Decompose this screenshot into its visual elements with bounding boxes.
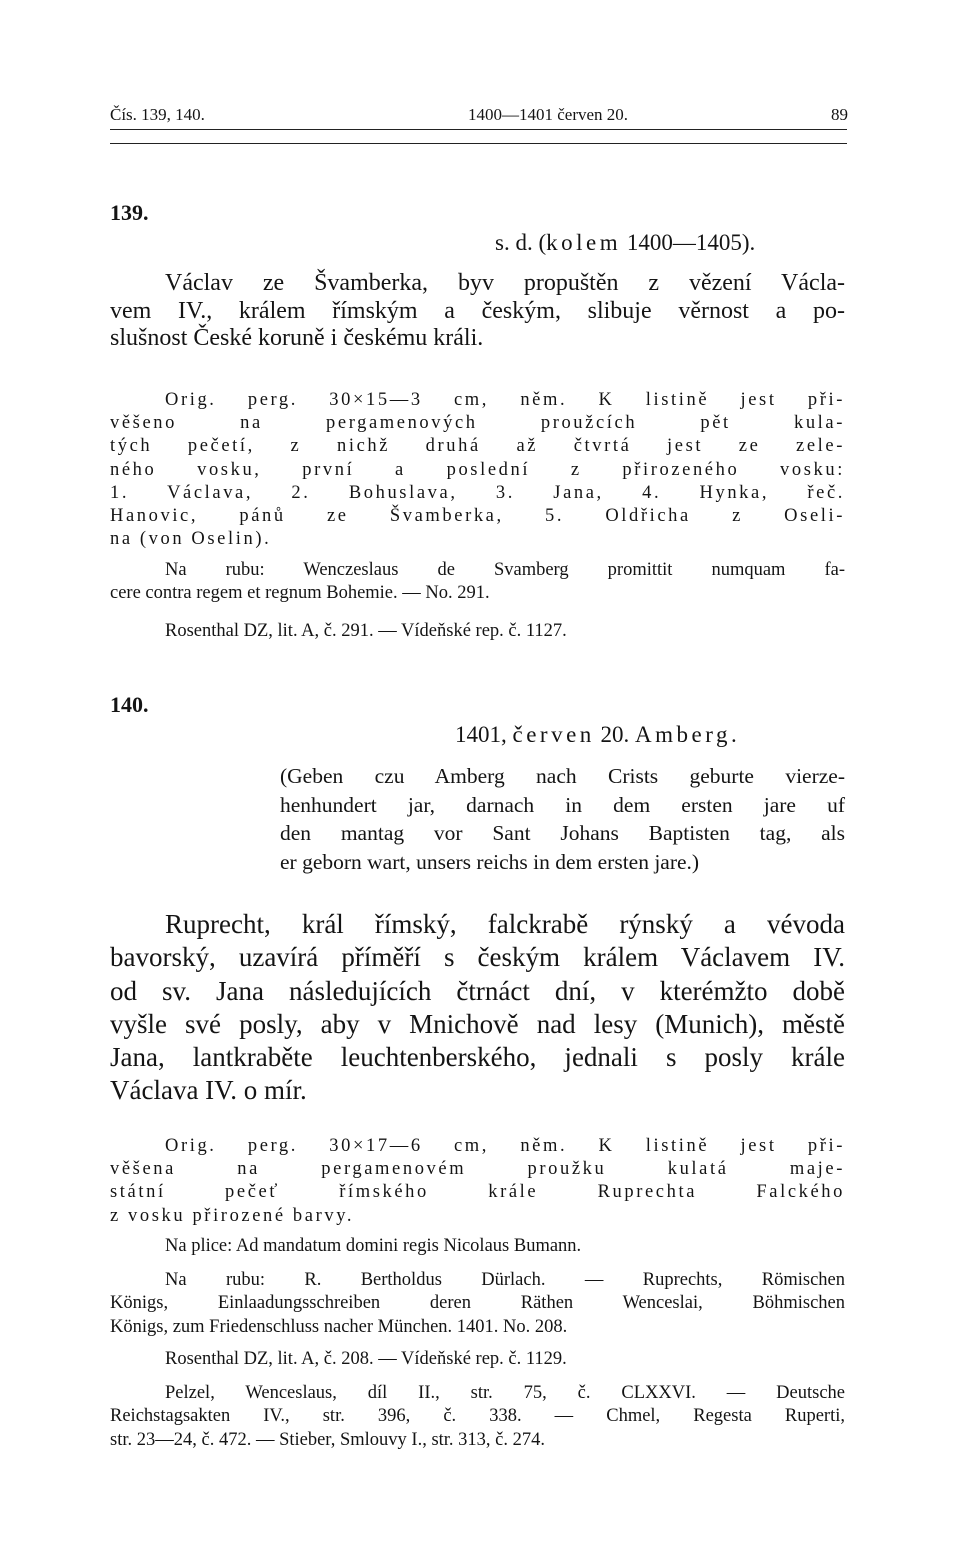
date-spaced-word: červen bbox=[512, 722, 595, 747]
running-header bbox=[110, 105, 850, 127]
description-line: věšena na pergamenovém proužku kulatá maje- bbox=[110, 1159, 845, 1179]
description-line: ného vosku, první a poslední z přirozeného vosku: bbox=[110, 459, 845, 480]
note-line: cere contra regem et regnum Bohemie. — No. 291. bbox=[110, 583, 490, 604]
summary-line: od sv. Jana následujících čtrnáct dní, v kterémžto době bbox=[110, 975, 845, 1006]
description-line: Hanovic, pánů ze Švamberka, 5. Oldřicha z Oseli- bbox=[110, 506, 845, 527]
entry-number: 139. bbox=[110, 200, 149, 225]
description-line: věšeno na pergamenových proužcích pět kula- bbox=[110, 413, 845, 433]
note-line: Pelzel, Wenceslaus, díl II., str. 75, č. CLXXVI. — Deutsche bbox=[165, 1383, 845, 1403]
date-middle: 20. bbox=[594, 722, 636, 747]
date-place: Amberg. bbox=[635, 722, 741, 747]
summary-line: Václav ze Švamberka, byv propuštěn z vězení Václa- bbox=[165, 270, 845, 296]
note-verso bbox=[110, 559, 845, 606]
summary-line: Jana, lantkraběte leuchtenberského, jednali s posly krále bbox=[110, 1042, 845, 1073]
entry-description bbox=[165, 389, 845, 412]
inscription-line: er geborn wart, unsers reichs in dem ersten jare.) bbox=[280, 850, 700, 875]
note-line: Reichstagsakten IV., str. 396, č. 338. — Chmel, Regesta Ruperti, bbox=[110, 1406, 845, 1427]
note-fold bbox=[165, 1235, 900, 1258]
note-references bbox=[165, 1348, 900, 1371]
description-line: státní pečeť římského krále Ruprechta Falckého bbox=[110, 1182, 845, 1203]
inscription-line: (Geben czu Amberg nach Crists geburte vierze- bbox=[280, 764, 845, 788]
note-references bbox=[165, 620, 900, 643]
note-line: str. 23—24, č. 472. — Stieber, Smlouvy I., str. 313, č. 274. bbox=[110, 1429, 546, 1450]
header-rule-bottom bbox=[110, 143, 847, 144]
summary-line: bavorský, uzavírá příměří s českým králem Václavem IV. bbox=[110, 942, 845, 973]
header-date-range: 1400—1401 červen 20. bbox=[468, 105, 629, 124]
entry-summary bbox=[110, 270, 845, 353]
date-prefix: 1401, bbox=[455, 722, 513, 747]
date-suffix: 1400—1405). bbox=[621, 230, 756, 255]
note-literature bbox=[110, 1382, 845, 1452]
description-line: Orig. perg. 30×17—6 cm, něm. K listině jest při- bbox=[165, 1136, 845, 1156]
entry-summary bbox=[110, 908, 845, 1108]
description-line: na (von Oselin). bbox=[110, 529, 272, 550]
description-line: z vosku přirozené barvy. bbox=[110, 1205, 355, 1226]
inscription-line: henhundert jar, darnach in dem ersten jare uf bbox=[280, 792, 845, 817]
entry-inscription bbox=[280, 762, 845, 877]
header-document-numbers: Čís. 139, 140. bbox=[110, 105, 205, 124]
summary-line: vem IV., králem římským a českým, slibuje věrnost a po- bbox=[110, 297, 845, 324]
note-line: Königs, zum Friedenschluss nacher München. 1401. No. 208. bbox=[110, 1316, 568, 1337]
summary-line: slušnost České koruně i českému králi. bbox=[110, 325, 484, 351]
entry-date bbox=[495, 230, 755, 256]
page-number: 89 bbox=[831, 105, 848, 124]
inscription-line: den mantag vor Sant Johans Baptisten tag, als bbox=[280, 821, 845, 846]
description-line: tých pečetí, z nichž druhá až čtvrtá jest ze zele- bbox=[110, 436, 845, 457]
header-rule-top bbox=[110, 129, 847, 130]
note-line: Na plice: Ad mandatum domini regis Nicolaus Bumann. bbox=[165, 1236, 582, 1256]
entry-number: 140. bbox=[110, 692, 149, 717]
date-prefix: s. d. ( bbox=[495, 230, 547, 255]
note-line: Na rubu: R. Bertholdus Dürlach. — Ruprechts, Römischen bbox=[165, 1270, 845, 1290]
summary-line: Václava IV. o mír. bbox=[110, 1075, 307, 1106]
note-line: Rosenthal DZ, lit. A, č. 291. — Vídeňské rep. č. 1127. bbox=[165, 621, 567, 641]
date-spaced-word: kolem bbox=[546, 230, 622, 255]
summary-line: Ruprecht, král římský, falckrabě rýnský a vévoda bbox=[165, 909, 845, 939]
entry-description-cont bbox=[110, 412, 845, 552]
note-verso bbox=[110, 1269, 845, 1339]
description-line: 1. Václava, 2. Bohuslava, 3. Jana, 4. Hynka, řeč. bbox=[110, 482, 845, 503]
note-line: Rosenthal DZ, lit. A, č. 208. — Vídeňské rep. č. 1129. bbox=[165, 1349, 567, 1369]
description-line: Orig. perg. 30×15—3 cm, něm. K listině jest při- bbox=[165, 390, 845, 410]
summary-line: vyšle své posly, aby v Mnichově nad lesy (Munich), městě bbox=[110, 1008, 845, 1039]
entry-description-cont bbox=[110, 1158, 845, 1228]
note-line: Na rubu: Wenczeslaus de Svamberg promittit numquam fa- bbox=[165, 560, 845, 580]
entry-date bbox=[455, 722, 740, 748]
entry-description bbox=[165, 1135, 845, 1158]
note-line: Königs, Einlaadungsschreiben deren Räthen Wenceslai, Böhmischen bbox=[110, 1293, 845, 1314]
